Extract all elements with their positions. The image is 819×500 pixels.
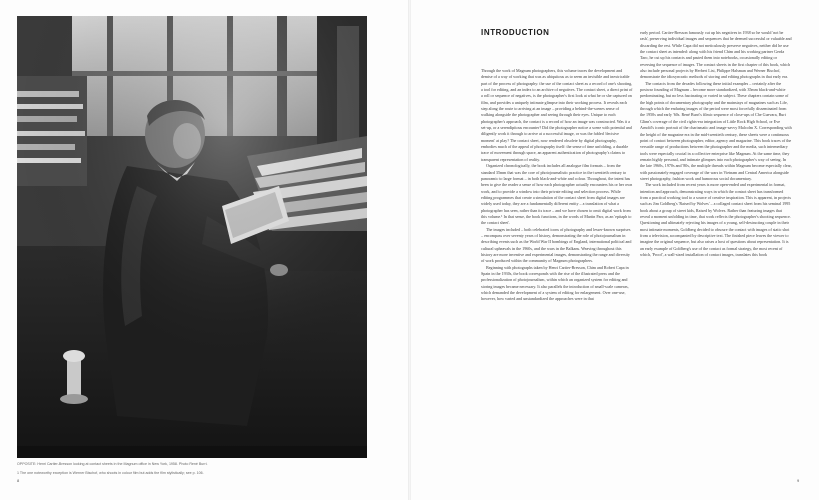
paragraph: The contacts from the decades following these initial examples – certainly after the postwar founding of Magnum – become more standardized, with 35mm black-and-white predominating, but no less fascinating or varied in subject. These chapters contain some of the high points of documentary photography and the mainstays of magazines such as Life, through which the enduring images of the period were most forcefully disseminated from the 1950s and early '60s. René Burri's filmic sequence of close-ups of Che Guevara, Burt Glinn's coverage of the civil rights-era integration of Little Rock High School, or Eve Arnold's iconic portrait of the charismatic and image-savvy Malcolm X. Corresponding with the height of the magazine era in the mid-twentieth century, these sheets were a continuous point of contact between photographer, editor, agency and magazine. This book traces of the versatile range of productions between the photographer and the media, such intermediary tools were especially crucial in a collective enterprise like Magnum. At the same time, they remain highly personal, and intimate glimpses into each photographer's way of seeing. In the late 1960s, 1970s and '80s, the multiple threads within Magnum become especially clear, with passionately engaged coverage of the wars in Vietnam and Central America alongside street photography, fashion work and humorous social documentary. (640, 80, 792, 181)
text-column-2 (640, 30, 792, 258)
section-title: INTRODUCTION (481, 28, 550, 37)
paragraph: The images included – both celebrated icons of photography and lesser-known surprises – encompass over seventy years of history, demonstrating the role of photojournalism in describing events such as the World War II bombings of England, international political and cultural upheavals in the 1960s, and the wars in the Balkans. Weaving throughout this history are more inventive and experimental images, demonstrating the range and diversity of work produced within the community of Magnum photographers. (481, 226, 632, 264)
paragraph: early period. Cartier-Bresson famously cut up his negatives in 1938 so he would 'not be rash', preserving individual images and sequences that he deemed successful or valuable and discarding the rest. While Capa did not meticulously preserve negatives, neither did he use the contact sheet as intended: along with his friend Chim and his working partner Gerda Taro, he cut up his contacts and pasted them into notebooks, occasionally editing or reversing the sequence of images. The contact sheets in the first chapter of this book, which also include personal projects by Herbert List, Philippe Halsman and Werner Bischof, demonstrate the idiosyncratic methods of storing and editing photographs in that early era. (640, 30, 792, 80)
paragraph: The work included from recent years is more open-ended and experimental in format, intention and approach, demonstrating ways in which the contact sheet has transformed from a practical working tool to a source of creative inspiration. This is apparent, in projects such as Jim Goldberg's 'Raised by Wolves' – a collaged contact sheet from his seminal 1995 book about a group of street kids, Raised by Wolves. Rather than featuring images that reveal a moment unfolding in time, that work reflects the photographer's shooting sequence. Questioning and ultimately rejecting his images of a young, self-destructing couple in their most intimate moments, Goldberg decided to obscure the contact with images of static shot from a television, accompanied by descriptive text. The finished piece leaves the viewer to imagine the original sequence, but also raises a host of questions about representation. It is an early example of Goldberg's use of the contact as formal strategy, the most recent of which, 'Proof', a wall-sized installation of contact images, translates this book (640, 182, 792, 258)
paragraph: Beginning with photographs taken by Henri Cartier-Bresson, Chim and Robert Capa in Spain in the 1930s, the book corresponds with the rise of the illustrated press and the professionalization of photojournalism, within which an organized system for editing and storing images became necessary. It also parallels the introduction of small-scale cameras, which demanded the development of a system of editing for enlargement. Over one-use, however, how varied and unstandardized the approaches were in that (481, 264, 629, 302)
photograph (17, 16, 367, 458)
photograph-artwork (17, 16, 367, 458)
page-number-left: 8 (17, 478, 20, 483)
text-column-1 (481, 68, 633, 303)
paragraph: Through the work of Magnum photographers, this volume traces the development and demise of a way of working that was as ubiquitous as to seem an invisible and inextricable part of the process of photography: the use of the contact sheet as a record of one's shooting, a tool for editing, and an index to an archive of negatives. The contact sheet, a direct print of a roll or sequence of negatives, is the photographer's first look at what he or she captured on film, and provides a uniquely intimate glimpse into their working process. It reveals each step along the route to arriving at an image – providing a behind-the-scenes sense of walking alongside the photographer and seeing through their eyes. Unique to each photographer's approach, the contact is a record of how an image was constructed. Was it a set-up, or a serendipitous encounter? Did the photographer notice a scene with potential and diligently work it through to arrive at a successful image, or was the fabled 'decisive moment' at play? The contact sheet, now rendered obsolete by digital photography, embodies much of the appeal of photography itself: the sense of time unfolding, a durable trace of movement through space, an apparent authentication of photography's claims to transparent representation of reality. (481, 68, 633, 162)
photo-caption: OPPOSITE: Henri Cartier-Bresson looking at contact sheets in the Magnum office in New York, 1958. Photo René Burri. (17, 462, 208, 466)
gutter (408, 0, 411, 500)
paragraph: Organized chronologically, the book includes all analogue film formats – from the standard 35mm that was the core of photojournalistic practice in the twentieth century to panoramic to large format – in both black-and-white and colour. Throughout, the intent has been to give the reader a sense of how each photographer actually encounters his or her own work, and to provide a window into their private editing and selection process. While editing programmes that create a simulation of the contact sheet from digital images are widely used today, they are a fundamentally different entity – a translation of what a photographer has seen, rather than its trace – and we have chosen to omit digital work from this volume.¹ In that sense, the book functions, in the words of Martin Parr, as an 'epitaph to the contact sheet'. (481, 163, 633, 226)
footnote: 1 The one noteworthy exception is Werner Bischof, who shoots in colour film but adds the film stylistically; see p. 106. (17, 471, 204, 475)
page-number-right: 9 (797, 478, 800, 483)
